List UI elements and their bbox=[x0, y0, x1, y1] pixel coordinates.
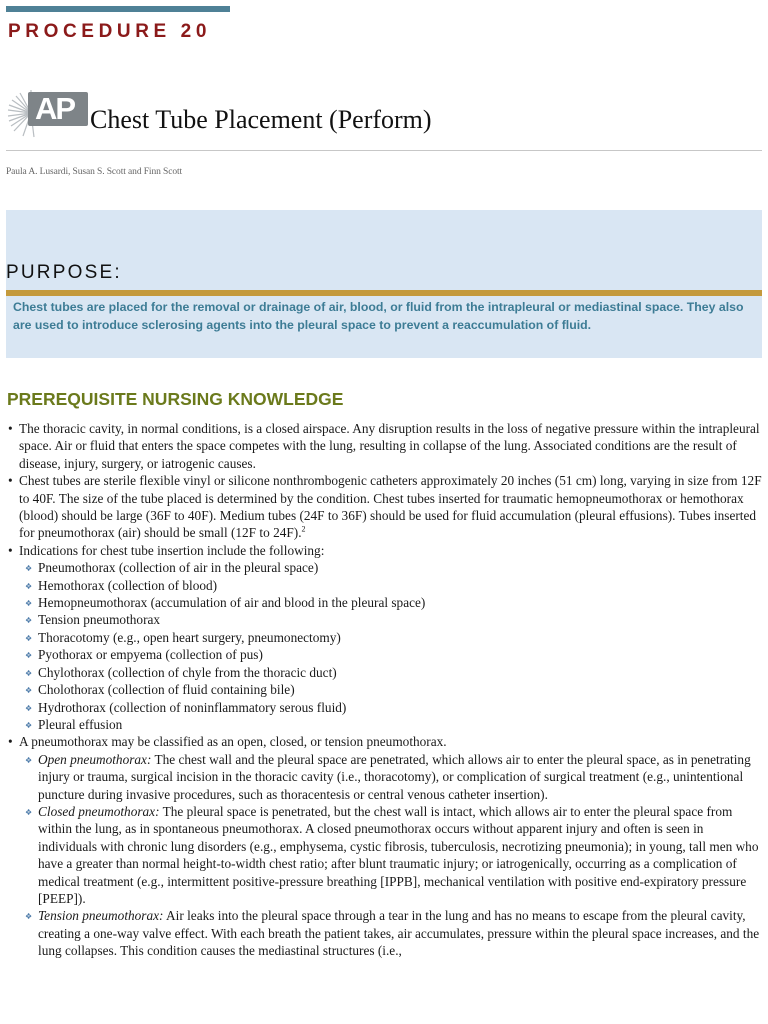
list-item: ❖ Hydrothorax (collection of noninflammatory serous fluid) bbox=[6, 699, 762, 716]
purpose-divider bbox=[6, 290, 762, 296]
list-item: ❖ Pneumothorax (collection of air in the pleural space) bbox=[6, 559, 762, 576]
list-item: ❖ Hemothorax (collection of blood) bbox=[6, 577, 762, 594]
list-item bbox=[6, 733, 762, 959]
list-item bbox=[6, 751, 762, 803]
authors-line: Paula A. Lusardi, Susan S. Scott and Finn Scott bbox=[6, 167, 183, 177]
knowledge-list bbox=[6, 420, 762, 960]
list-item: ❖ Chylothorax (collection of chyle from the thoracic duct) bbox=[6, 664, 762, 681]
list-item bbox=[6, 907, 762, 959]
purpose-text: Chest tubes are placed for the removal or drainage of air, blood, or fluid from the intrapleural or mediastinal space. They also are used to introduce sclerosing agents into the pleural space to prevent a reaccumulation of fluid. bbox=[13, 300, 744, 332]
procedure-number: PROCEDURE 20 bbox=[8, 21, 212, 42]
term-label: Tension pneumothorax: bbox=[38, 908, 164, 924]
ap-logo bbox=[6, 86, 90, 138]
list-item: ❖ Cholothorax (collection of fluid containing bile) bbox=[6, 681, 762, 698]
list-item: ❖ Pleural effusion bbox=[6, 716, 762, 733]
list-item bbox=[6, 420, 762, 472]
bullet-text: A pneumothorax may be classified as an open, closed, or tension pneumothorax. bbox=[19, 734, 447, 750]
title-divider bbox=[6, 150, 762, 151]
page-title: Chest Tube Placement (Perform) bbox=[90, 105, 432, 134]
list-item: ❖ Tension pneumothorax bbox=[6, 611, 762, 628]
term-label: Open pneumothorax: bbox=[38, 751, 152, 767]
bullet-text: The thoracic cavity, in normal conditions, is a closed airspace. Any disruption results in the loss of negative pressure within the intrapleural space. Air or fluid that enters the space competes with the lung, resulting in collapse of the lung. Associated conditions are the result of disease, injury, surgery, or iatrogenic causes. bbox=[19, 421, 760, 471]
term-label: Closed pneumothorax: bbox=[38, 803, 160, 819]
knowledge-content bbox=[6, 420, 762, 960]
pneumothorax-types-list bbox=[6, 751, 762, 960]
purpose-panel bbox=[6, 210, 762, 358]
list-item bbox=[6, 472, 762, 542]
top-accent-bar bbox=[6, 6, 230, 12]
reference-superscript[interactable]: 2 bbox=[301, 525, 306, 535]
term-definition: The chest wall and the pleural space are penetrated, which allows air to enter the pleural space, as in penetrating injury or trauma, surgical incision in the thoracic cavity (i.e., thoracotomy), or complication of surgical treatment (e.g., unintentional puncture during invasive procedures, such as thoracentesis or central venous catheter insertion). bbox=[38, 751, 751, 802]
list-item: ❖ Pyothorax or empyema (collection of pus) bbox=[6, 646, 762, 663]
list-item: ❖ Thoracotomy (e.g., open heart surgery, pneumonectomy) bbox=[6, 629, 762, 646]
list-item bbox=[6, 542, 762, 733]
title-row bbox=[6, 86, 762, 150]
term-definition: The pleural space is penetrated, but the chest wall is intact, which allows air to enter the pleural space from within the lung, as in spontaneous pneumothorax. A closed pneumothorax occurs without apparent injury and often is seen in individuals with chronic lung disorders (e.g., emphysema, cystic fibrosis, tuberculosis, necrotizing pneumonia); in young, tall men who have a greater than normal height-to-width chest ratio; after blunt traumatic injury; or iatrogenically, occurring as a complication of medical treatment (e.g., intermittent positive-pressure breathing [IPPB], mechanical ventilation with positive end-expiratory pressure [PEEP]). bbox=[38, 803, 759, 906]
list-item bbox=[6, 803, 762, 907]
bullet-text: Chest tubes are sterile flexible vinyl or silicone nonthrombogenic catheters approximately 20 inches (51 cm) long, varying in size from 12F to 40F. The size of the tube placed is determined by the condition. Chest tubes inserted for traumatic hemopneumothorax or hemothorax (blood) should be large (36F to 40F). Medium tubes (24F to 36F) should be used for fluid accumulation (pleural effusions). Tubes inserted for pneumothorax (air) should be small (12F to 24F). bbox=[19, 473, 762, 541]
bullet-text: Indications for chest tube insertion include the following: bbox=[19, 542, 325, 558]
purpose-heading: PURPOSE: bbox=[6, 262, 122, 283]
list-item: ❖ Hemopneumothorax (accumulation of air and blood in the pleural space) bbox=[6, 594, 762, 611]
indications-list bbox=[6, 559, 762, 733]
ap-badge: AP bbox=[28, 92, 88, 126]
term-definition: Air leaks into the pleural space through a tear in the lung and has no means to escape from the pleural cavity, creating a one-way valve effect. With each breath the patient takes, air accumulates, pressure within the pleural space increases, and the lung collapses. This condition causes the mediastinal structures (i.e., bbox=[38, 908, 760, 959]
knowledge-heading: PREREQUISITE NURSING KNOWLEDGE bbox=[7, 389, 344, 409]
